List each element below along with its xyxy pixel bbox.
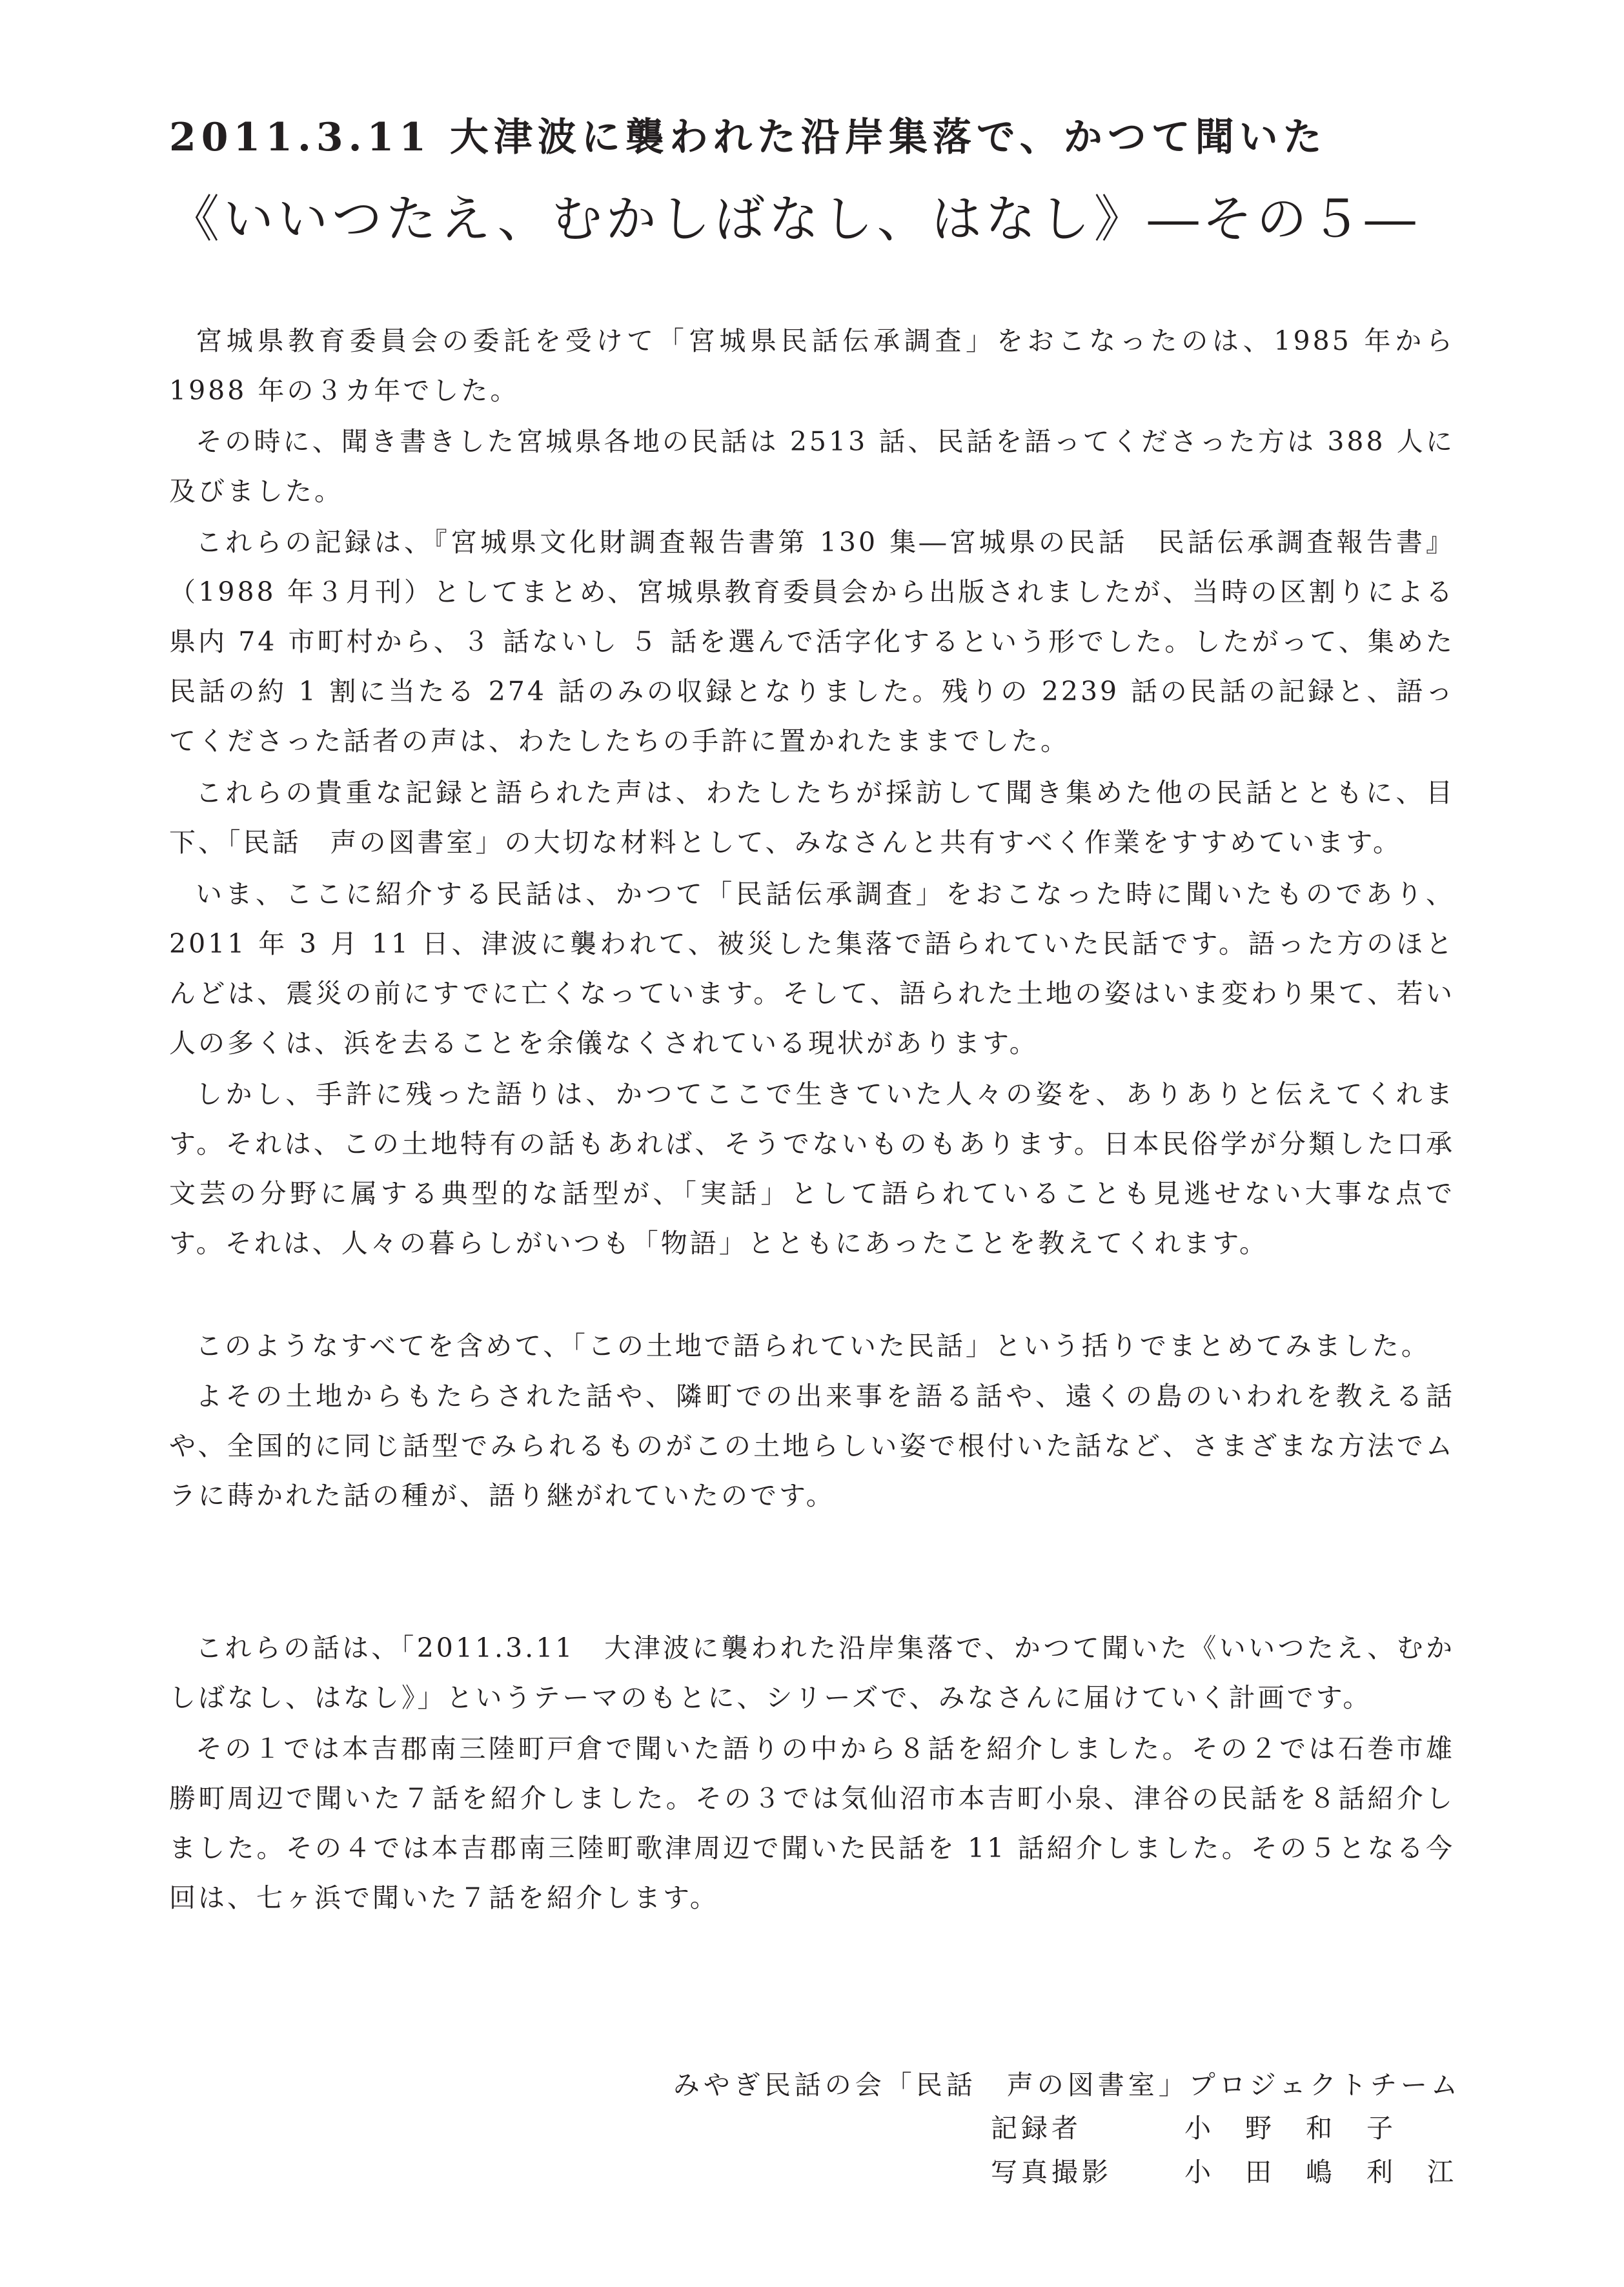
paragraph-3: これらの記録は、『宮城県文化財調査報告書第 130 集―宮城県の民話 民話伝承調査報告書』（1988 年３月刊）としてまとめ、宮城県教育委員会から出版されましたが、当時の区割りによる県内 74 市町村から、３ 話ないし ５ 話を選んで活字化するという形でした。したがって、集めた民話の約 1 割に当たる 274 話のみの収録となりました。残りの 2239 話の民話の記録と、語ってくださった話者の声は、わたしたちの手許に置かれたままでした。 <box>169 527 1455 757</box>
credit-recorder-role: 記録者 <box>991 2113 1082 2144</box>
paragraph-7: このようなすべてを含めて、「この土地で語られていた民話」という括りでまとめてみました。 <box>196 1330 1430 1361</box>
paragraph-5: いま、ここに紹介する民話は、かつて「民話伝承調査」をおこなった時に聞いたものであり、2011 年 3 月 11 日、津波に襲われて、被災した集落で語られていた民話です。語った方のほとんどは、震災の前にすでに亡くなっています。そして、語られた土地の姿はいま変わり果て、若い人の多くは、浜を去ることを余儀なくされている現状があります。 <box>169 879 1455 1059</box>
credit-photo-role: 写真撮影 <box>991 2157 1112 2188</box>
paragraph-6: しかし、手許に残った語りは、かつてここで生きていた人々の姿を、ありありと伝えてくれます。それは、この土地特有の話もあれば、そうでないものもあります。日本民俗学が分類した口承文芸の分野に属する典型的な話型が、「実話」として語られていることも見逃せない大事な点です。それは、人々の暮らしがいつも「物語」とともにあったことを教えてくれます。 <box>169 1079 1455 1259</box>
paragraph-9: これらの話は、「2011.3.11 大津波に襲われた沿岸集落で、かつて聞いた《いいつたえ、むかしばなし、はなし》」というテーマのもとに、シリーズで、みなさんに届けていく計画です。 <box>169 1632 1455 1713</box>
paragraph-10: その１では本吉郡南三陸町戸倉で聞いた語りの中から８話を紹介しました。その２では石巻市雄勝町周辺で聞いた７話を紹介しました。その３では気仙沼市本吉町小泉、津谷の民話を８話紹介しました。その４では本吉郡南三陸町歌津周辺で聞いた民話を 11 話紹介しました。その５となる今回は、七ヶ浜で聞いた７話を紹介します。 <box>169 1733 1455 1913</box>
title-line-1: 2011.3.11 大津波に襲われた沿岸集落で、かつて聞いた <box>169 115 1327 160</box>
paragraph-2: その時に、聞き書きした宮城県各地の民話は 2513 話、民話を語ってくださった方は 388 人に及びました。 <box>169 426 1455 507</box>
credit-organization: みやぎ民話の会「民話 声の図書室」プロジェクトチーム <box>673 2069 1461 2100</box>
paragraph-1: 宮城県教育委員会の委託を受けて「宮城県民話伝承調査」をおこなったのは、1985 年から 1988 年の３カ年でした。 <box>169 325 1455 406</box>
credit-recorder-name: 小 野 和 子 <box>1184 2113 1397 2144</box>
title-line-2: 《いいつたえ、むかしばなし、はなし》―その５― <box>169 190 1419 249</box>
credit-photo-name: 小 田 嶋 利 江 <box>1184 2157 1457 2188</box>
paragraph-4: これらの貴重な記録と語られた声は、わたしたちが採訪して聞き集めた他の民話とともに、目下、「民話 声の図書室」の大切な材料として、みなさんと共有すべく作業をすすめています。 <box>169 777 1455 858</box>
paragraph-8: よその土地からもたらされた話や、隣町での出来事を語る話や、遠くの島のいわれを教える話や、全国的に同じ話型でみられるものがこの土地らしい姿で根付いた話など、さまざまな方法でムラに蒔かれた話の種が、語り継がれていたのです。 <box>169 1381 1455 1511</box>
